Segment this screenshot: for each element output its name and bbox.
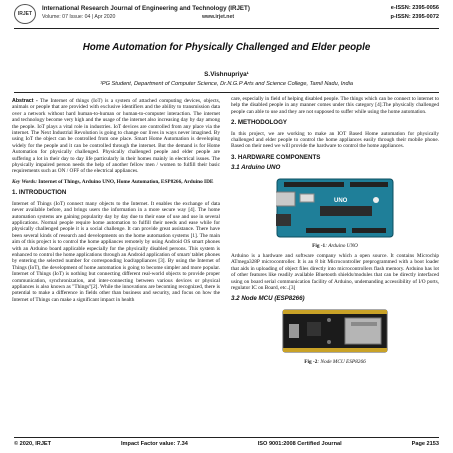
journal-footer	[14, 441, 439, 447]
intro-text: Internet of Things (IoT) connect many objects to the Internet. It enables the exchange of data never available before, and brings users the information in a more secure way [4]. The home automation systems are gaining popularity day by day due to their ease of use and use in several applications. Normal people require home automation to fulfill their needs and ease while for physically challenged people it is a social challenge. It can provide great assistance. There have been several kinds of research and developments on the home automation systems [1]. The main aim of this project is to control the home appliances remotely by using Android OS smart phones with an Arduino board applicable especially for the physically disabled persons. This system is enhanced to control the home applications through an Android application of smart/ tablet phones by entering the selected number for corresponding load/appliances [3]. By using the Internet of Things (IoT), the development of home automation is going to become simpler and more popular. Internet of Things (IoT) is nothing but connecting different real-world objects to provide proper communication, synchronization, and inter-connecting between various devices or physical appliances is also known as "Things"[2]. While the innovations are becoming recognized, there is potential to make a difference in fields other than business and security, and focus on how the Internet of Things can make a significant impact in health	[12, 200, 220, 303]
node-mcu-board-image	[281, 306, 389, 356]
footer-iso: ISO 9001:2008 Certified Journal	[257, 441, 342, 447]
keywords-text: Internet of Things, Arduino UNO, Home Automation, ESP8266, Arduino IDE	[36, 178, 214, 185]
p-issn: p-ISSN: 2395-0072	[390, 14, 439, 20]
header-rule	[14, 28, 439, 29]
author-affiliation: ¹PG Student, Department of Computer Science, Dr.N.G.P Arts and Science College, Tamil Nadu, India	[100, 81, 353, 87]
figure-2-text: : Node MCU ESP8266	[317, 358, 366, 365]
figure-1-caption	[231, 243, 439, 249]
keywords	[12, 179, 220, 185]
journal-website: www.irjet.net	[202, 14, 235, 20]
intro-heading: 1. INTRODUCTION	[12, 189, 67, 197]
right-column	[231, 96, 439, 369]
e-issn: e-ISSN: 2395-0056	[390, 5, 439, 11]
node-mcu-heading: 3.2 Node MCU (ESP8266)	[231, 294, 305, 302]
arduino-uno-board-image	[276, 176, 394, 240]
figure-1-label: Fig -1	[312, 242, 326, 249]
figure-2-caption	[231, 359, 439, 365]
methodology-heading: 2. METHODOLOGY	[231, 119, 288, 127]
irjet-logo	[14, 4, 36, 24]
left-column	[12, 98, 220, 307]
paper-author: S.Vishnupriya¹	[204, 71, 249, 78]
hardware-heading: 3. HARDWARE COMPONENTS	[231, 153, 321, 161]
arduino-uno-text: Arduino is a hardware and software company which a open source. It contains Microchip ATmega328P microcontroller. It is an 8 bit Microcontroller preprogrammed with a boot loader that aids in uploading of object files directly into microcontrollers flash memory. Arduino has lot of other features like readily available Bluetooth shields/modules that can be directly interfaced using on board serial communication facility of Arduino, undemanding accessibility of I/O ports, regulator IC on Board, etc..[3]	[231, 253, 439, 292]
volume-issue: Volume: 07 Issue: 04 | Apr 2020	[42, 14, 116, 20]
intro-continued: care, especially in field of helping disabled people. The things which can be connect to internet to help the disabled people in any manner comes under this category [4].The physically challenged people can able to use and they are not supposed to suffer while using the home automation.	[231, 96, 439, 115]
paper-title: Home Automation for Physically Challenged and Elder people	[82, 42, 371, 53]
arduino-uno-figure	[276, 176, 394, 240]
footer-rule	[14, 437, 439, 438]
footer-impact-factor: Impact Factor value: 7.34	[121, 441, 188, 447]
svg-text:UNO: UNO	[334, 197, 348, 204]
figure-1-text: : Arduino UNO	[325, 242, 358, 249]
figure-2-label: Fig -2	[304, 358, 318, 365]
title-rule	[14, 92, 439, 93]
abstract-text: The Internet of things (IoT) is a system of attached computing devices, objects, animals or people that are provided with exclusive identifiers and the ability to transmission data over a network without hard human-to-human or human-to-computer interaction. The internet and technology become very high and the usage of the internet also increasing day by day among the people. IoT plays a vital role in industries. IoT devices are controlled from any place via the internet. The Next Industrial Revolution is going to change our lives in ways never imagined. By using IoT the object can be controlled from one place. Smart Home Automation is developing widely for the people and it can be controlled through the internet. But the demand is for Home Automation for physically challenged. Physically challenged people and elder people are suffering a lot in their day to day life particularly in their homes mainly in electrical issues. The physically impaired person needs the help of another fellow men / women to fulfill their basic requirements such as ON / OFF of the electrical appliances.	[12, 98, 220, 175]
journal-name: International Research Journal of Engineering and Technology (IRJET)	[42, 5, 250, 12]
methodology-text: In this project, we are working to make an IOT Based Home automation for physically challenged and elder people to control the home appliances easily through their mobile phone. Based on their need we will provide the hardware to control the home appliances.	[231, 130, 439, 150]
logo-text: IRJET	[17, 11, 33, 17]
abstract-label: Abstract -	[12, 98, 38, 104]
arduino-uno-heading: 3.1 Arduino UNO	[231, 164, 281, 172]
node-mcu-figure	[281, 306, 389, 356]
journal-header	[14, 4, 439, 26]
footer-page-number: Page 2153	[411, 441, 439, 447]
abstract	[12, 98, 220, 175]
footer-copyright: © 2020, IRJET	[14, 441, 52, 447]
keywords-label: Key Words:	[12, 178, 37, 185]
